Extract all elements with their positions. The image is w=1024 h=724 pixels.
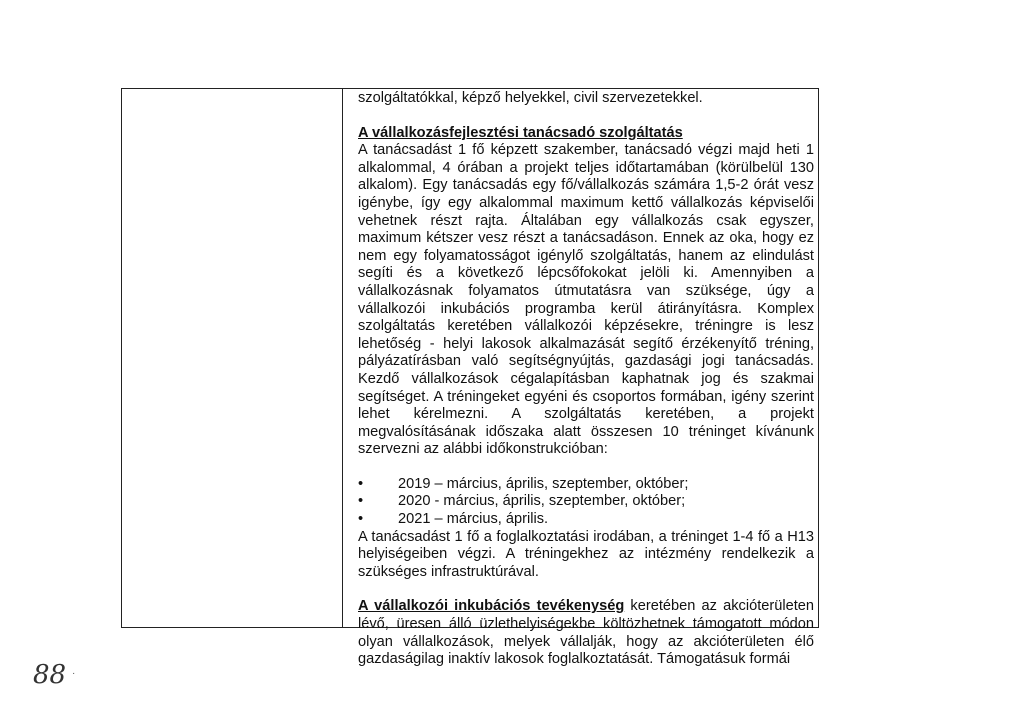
after-bullets-text: A tanácsadást 1 fő a foglalkoztatási irodában, a tréninget 1-4 fő a H13 helyiségeiben végzi. A tréningekhez az intézmény rendelkezik a szükséges infrastruktúrával.: [358, 528, 814, 580]
paragraph-gap: [358, 581, 814, 598]
handwritten-page-number: 88: [33, 660, 67, 690]
content-cell: [358, 90, 814, 669]
paragraph-gap: [358, 108, 814, 125]
paragraph-gap: [358, 459, 814, 476]
bullet-icon: •: [358, 493, 364, 510]
section1-heading: A vállalkozásfejlesztési tanácsadó szolgáltatás: [358, 124, 683, 141]
list-item-text: 2019 – március, április, szeptember, október;: [398, 475, 689, 492]
column-divider: [342, 89, 343, 627]
decorative-dot: ·: [72, 668, 76, 679]
schedule-list: [358, 476, 814, 529]
list-item: [358, 511, 814, 529]
section2-body: keretében az akcióterületen lévő, üresen álló üzlethelyiségekbe költözhetnek támogatott módon olyan vállalkozások, melyek vállalják, hogy az akcióterületen élő gazdaságilag inaktív lakosok foglalkoztatását. Támogatásuk formái: [358, 598, 814, 668]
section1-body: A tanácsadást 1 fő képzett szakember, tanácsadó végzi majd heti 1 alkalommal, 4 órában a projekt teljes időtartamában (körülbelül 130 alkalom). Egy tanácsadás egy fő/vállalkozás számára 1,5-2 órát vesz igénybe, így egy alkalommal maximum kettő vállalkozás képviselői vehetnek részt rajta. Általában egy vállalkozás csak egyszer, maximum kétszer vesz részt a tanácsadáson. Ennek az oka, hogy ez nem egy folyamatosságot igénylő szolgáltatás, hanem az elindulást segíti és a következő lépcsőfokokat jelöli ki. Amennyiben a vállalkozásnak folyamatos útmutatásra van szüksége, úgy a vállalkozói inkubációs programba kerül átirányításra. Komplex szolgáltatás keretében vállalkozói képzésekre, tréningre is lesz lehetőség - helyi lakosok alkalmazását segítő érzékenyítő tréning, pályázatírásban való segítségnyújtás, gazdasági jogi tanácsadás. Kezdő vállalkozások cégalapításban kaphatnak jog és szakmai segítséget. A tréningeket egyéni és csoportos formában, igény szerint lehet kérelmezni. A szolgáltatás keretében, a projekt megvalósításának időszaka alatt összesen 10 tréninget kívánunk szervezni az alábbi időkonstrukcióban:: [358, 142, 814, 458]
list-item-text: 2021 – március, április.: [398, 511, 549, 528]
bullet-icon: •: [358, 511, 364, 528]
bullet-icon: •: [358, 475, 364, 492]
list-item-text: 2020 - március, április, szeptember, október;: [398, 493, 686, 510]
list-item: [358, 493, 814, 511]
section2-heading: A vállalkozói inkubációs tevékenység: [358, 598, 625, 615]
intro-line: szolgáltatókkal, képző helyekkel, civil szervezetekkel.: [358, 90, 703, 106]
list-item: [358, 476, 814, 494]
document-table: [121, 88, 819, 668]
section2-paragraph: [358, 598, 814, 668]
